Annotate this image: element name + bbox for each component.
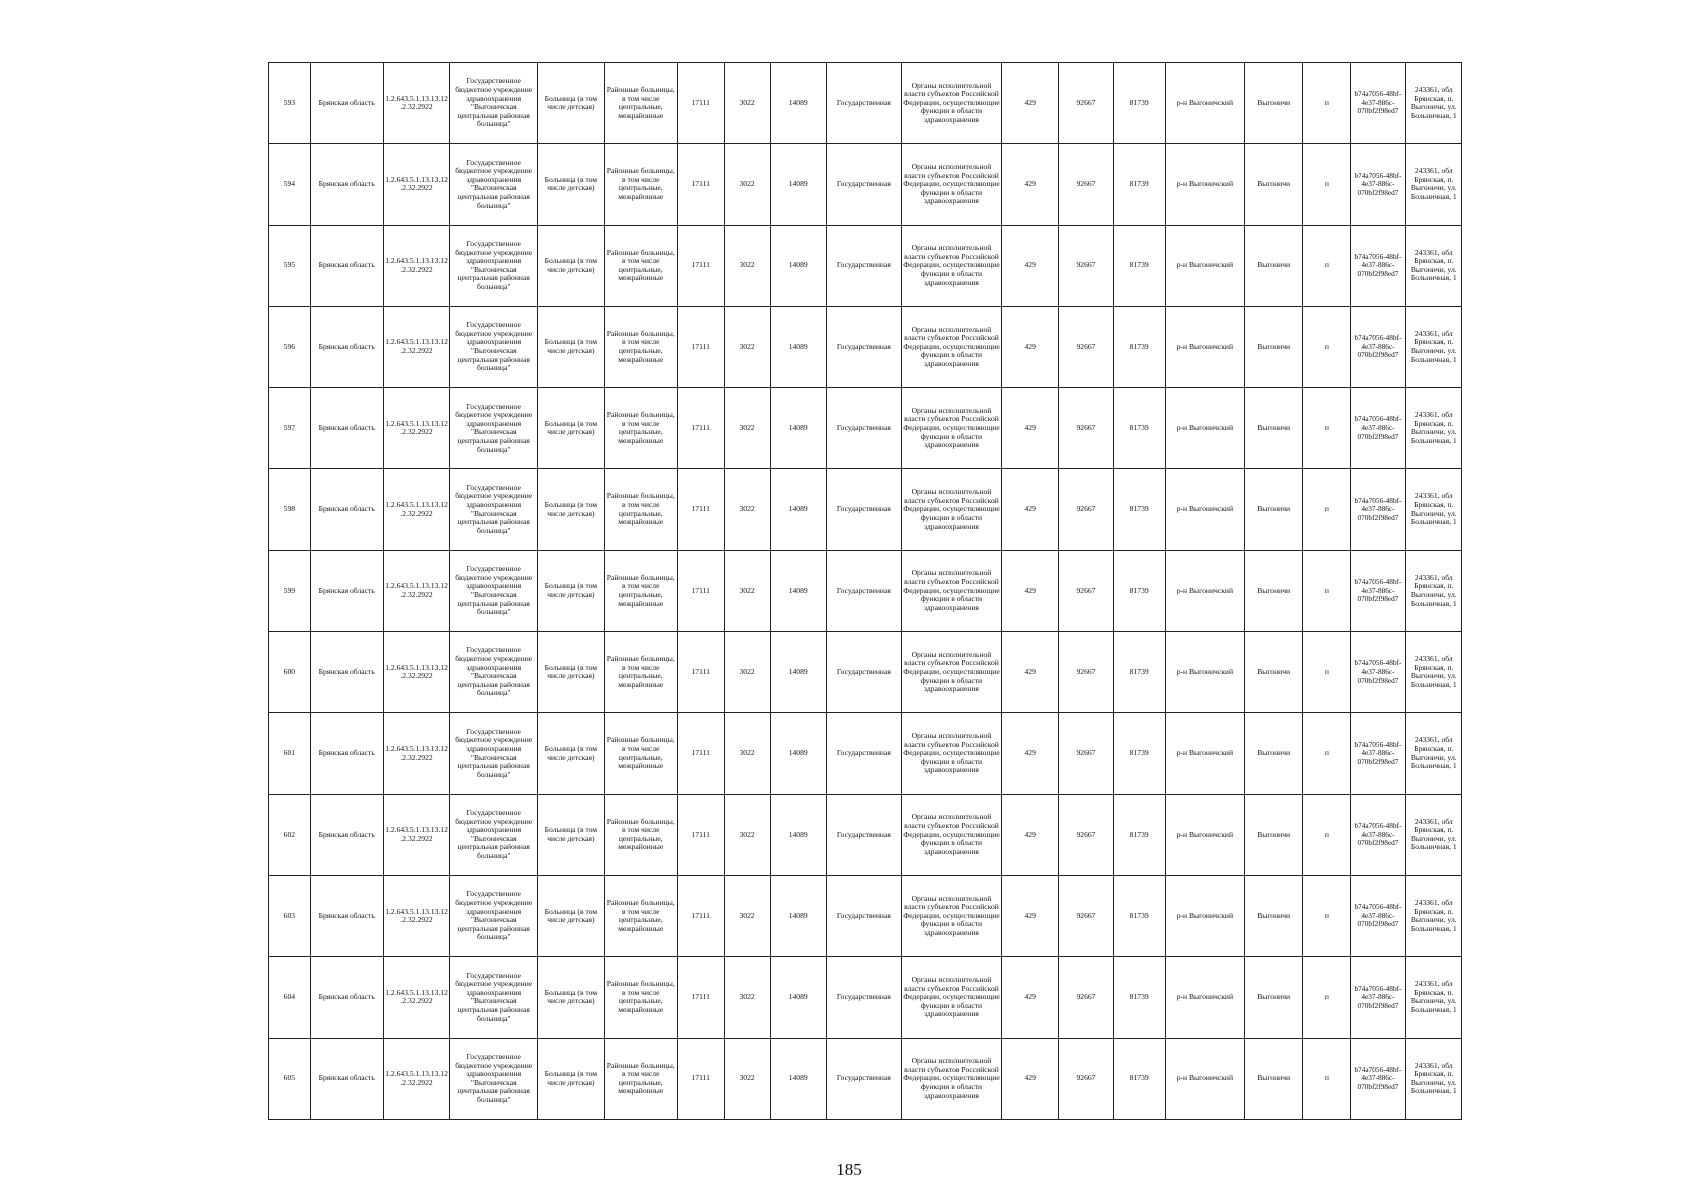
cell-region: Брянская область <box>310 550 383 631</box>
registry-table <box>268 62 1462 1120</box>
cell-organization-name: Государственное бюджетное учреждение здравоохранения "Выгоничская центральная районная больница" <box>450 957 538 1038</box>
cell-code-c: 14089 <box>770 63 826 144</box>
cell-organization-name: Государственное бюджетное учреждение здравоохранения "Выгоничская центральная районная больница" <box>450 388 538 469</box>
cell-fias-guid: b74a7056-48bf-4e37-886c-070bf2f98ed7 <box>1351 225 1405 306</box>
cell-ownership: Государственная <box>826 1038 901 1119</box>
cell-code-f: 81739 <box>1113 306 1165 387</box>
cell-locality: Выгоничи <box>1244 794 1302 875</box>
cell-code-e: 92667 <box>1059 794 1113 875</box>
cell-fias-guid: b74a7056-48bf-4e37-886c-070bf2f98ed7 <box>1351 550 1405 631</box>
cell-district: р-н Выгоничский <box>1165 550 1244 631</box>
cell-address: 243361, обл Брянская, п. Выгоничи, ул. Больничная, 1 <box>1405 875 1461 956</box>
cell-facility-kind: Районные больницы, в том числе центральные, межрайонные <box>604 550 677 631</box>
cell-code-d: 429 <box>1002 144 1059 225</box>
cell-organization-name: Государственное бюджетное учреждение здравоохранения "Выгоничская центральная районная больница" <box>450 225 538 306</box>
cell-fias-guid: b74a7056-48bf-4e37-886c-070bf2f98ed7 <box>1351 713 1405 794</box>
cell-facility-type: Больница (в том числе детская) <box>538 794 605 875</box>
cell-organization-name: Государственное бюджетное учреждение здравоохранения "Выгоничская центральная районная больница" <box>450 306 538 387</box>
cell-oid-code: 1.2.643.5.1.13.13.12.2.32.2922 <box>383 388 450 469</box>
cell-oid-code: 1.2.643.5.1.13.13.12.2.32.2922 <box>383 632 450 713</box>
cell-oid-code: 1.2.643.5.1.13.13.12.2.32.2922 <box>383 469 450 550</box>
cell-row-number: 601 <box>269 713 311 794</box>
cell-authority: Органы исполнительной власти субъектов Российской Федерации, осуществляющие функции в области здравоохранения <box>901 550 1001 631</box>
cell-code-b: 3022 <box>724 875 770 956</box>
cell-district: р-н Выгоничский <box>1165 875 1244 956</box>
cell-code-f: 81739 <box>1113 1038 1165 1119</box>
cell-address: 243361, обл Брянская, п. Выгоничи, ул. Больничная, 1 <box>1405 1038 1461 1119</box>
cell-code-f: 81739 <box>1113 713 1165 794</box>
cell-fias-guid: b74a7056-48bf-4e37-886c-070bf2f98ed7 <box>1351 632 1405 713</box>
cell-code-e: 92667 <box>1059 225 1113 306</box>
cell-code-a: 17111 <box>677 550 724 631</box>
cell-code-e: 92667 <box>1059 388 1113 469</box>
cell-facility-type: Больница (в том числе детская) <box>538 306 605 387</box>
cell-code-e: 92667 <box>1059 957 1113 1038</box>
table-row <box>269 63 1462 144</box>
cell-fias-guid: b74a7056-48bf-4e37-886c-070bf2f98ed7 <box>1351 469 1405 550</box>
cell-facility-kind: Районные больницы, в том числе центральные, межрайонные <box>604 225 677 306</box>
table-row <box>269 550 1462 631</box>
cell-ownership: Государственная <box>826 388 901 469</box>
cell-code-a: 17111 <box>677 306 724 387</box>
cell-locality-type: п <box>1303 225 1351 306</box>
cell-facility-type: Больница (в том числе детская) <box>538 1038 605 1119</box>
cell-district: р-н Выгоничский <box>1165 1038 1244 1119</box>
cell-oid-code: 1.2.643.5.1.13.13.12.2.32.2922 <box>383 550 450 631</box>
cell-ownership: Государственная <box>826 875 901 956</box>
cell-code-b: 3022 <box>724 306 770 387</box>
cell-code-c: 14089 <box>770 713 826 794</box>
cell-code-b: 3022 <box>724 63 770 144</box>
table-row <box>269 1038 1462 1119</box>
cell-code-f: 81739 <box>1113 875 1165 956</box>
cell-code-d: 429 <box>1002 1038 1059 1119</box>
cell-ownership: Государственная <box>826 225 901 306</box>
cell-locality-type: п <box>1303 794 1351 875</box>
cell-organization-name: Государственное бюджетное учреждение здравоохранения "Выгоничская центральная районная больница" <box>450 469 538 550</box>
cell-facility-type: Больница (в том числе детская) <box>538 144 605 225</box>
cell-locality-type: п <box>1303 469 1351 550</box>
cell-code-c: 14089 <box>770 225 826 306</box>
cell-row-number: 600 <box>269 632 311 713</box>
cell-code-b: 3022 <box>724 713 770 794</box>
cell-locality-type: п <box>1303 550 1351 631</box>
cell-locality: Выгоничи <box>1244 144 1302 225</box>
cell-locality: Выгоничи <box>1244 713 1302 794</box>
cell-row-number: 603 <box>269 875 311 956</box>
cell-region: Брянская область <box>310 1038 383 1119</box>
cell-district: р-н Выгоничский <box>1165 63 1244 144</box>
cell-region: Брянская область <box>310 63 383 144</box>
cell-fias-guid: b74a7056-48bf-4e37-886c-070bf2f98ed7 <box>1351 63 1405 144</box>
cell-facility-type: Больница (в том числе детская) <box>538 875 605 956</box>
cell-region: Брянская область <box>310 957 383 1038</box>
table-row <box>269 388 1462 469</box>
cell-facility-kind: Районные больницы, в том числе центральные, межрайонные <box>604 144 677 225</box>
cell-code-b: 3022 <box>724 1038 770 1119</box>
cell-code-c: 14089 <box>770 469 826 550</box>
cell-fias-guid: b74a7056-48bf-4e37-886c-070bf2f98ed7 <box>1351 957 1405 1038</box>
cell-district: р-н Выгоничский <box>1165 794 1244 875</box>
table-row <box>269 144 1462 225</box>
cell-code-f: 81739 <box>1113 388 1165 469</box>
cell-address: 243361, обл Брянская, п. Выгоничи, ул. Больничная, 1 <box>1405 957 1461 1038</box>
cell-authority: Органы исполнительной власти субъектов Российской Федерации, осуществляющие функции в области здравоохранения <box>901 388 1001 469</box>
cell-facility-type: Больница (в том числе детская) <box>538 469 605 550</box>
cell-code-d: 429 <box>1002 388 1059 469</box>
cell-authority: Органы исполнительной власти субъектов Российской Федерации, осуществляющие функции в области здравоохранения <box>901 957 1001 1038</box>
cell-code-e: 92667 <box>1059 63 1113 144</box>
cell-oid-code: 1.2.643.5.1.13.13.12.2.32.2922 <box>383 63 450 144</box>
cell-locality-type: п <box>1303 63 1351 144</box>
cell-code-a: 17111 <box>677 225 724 306</box>
cell-address: 243361, обл Брянская, п. Выгоничи, ул. Больничная, 1 <box>1405 550 1461 631</box>
cell-locality: Выгоничи <box>1244 225 1302 306</box>
cell-code-f: 81739 <box>1113 225 1165 306</box>
cell-facility-type: Больница (в том числе детская) <box>538 550 605 631</box>
cell-code-d: 429 <box>1002 63 1059 144</box>
cell-fias-guid: b74a7056-48bf-4e37-886c-070bf2f98ed7 <box>1351 794 1405 875</box>
table-row <box>269 713 1462 794</box>
cell-code-f: 81739 <box>1113 957 1165 1038</box>
cell-code-e: 92667 <box>1059 306 1113 387</box>
cell-facility-type: Больница (в том числе детская) <box>538 388 605 469</box>
cell-code-c: 14089 <box>770 388 826 469</box>
cell-fias-guid: b74a7056-48bf-4e37-886c-070bf2f98ed7 <box>1351 144 1405 225</box>
cell-address: 243361, обл Брянская, п. Выгоничи, ул. Больничная, 1 <box>1405 469 1461 550</box>
cell-code-d: 429 <box>1002 306 1059 387</box>
cell-ownership: Государственная <box>826 144 901 225</box>
cell-region: Брянская область <box>310 794 383 875</box>
cell-fias-guid: b74a7056-48bf-4e37-886c-070bf2f98ed7 <box>1351 306 1405 387</box>
cell-facility-kind: Районные больницы, в том числе центральные, межрайонные <box>604 875 677 956</box>
cell-code-b: 3022 <box>724 632 770 713</box>
cell-organization-name: Государственное бюджетное учреждение здравоохранения "Выгоничская центральная районная больница" <box>450 63 538 144</box>
cell-region: Брянская область <box>310 632 383 713</box>
cell-region: Брянская область <box>310 306 383 387</box>
cell-row-number: 593 <box>269 63 311 144</box>
cell-facility-kind: Районные больницы, в том числе центральные, межрайонные <box>604 957 677 1038</box>
cell-oid-code: 1.2.643.5.1.13.13.12.2.32.2922 <box>383 713 450 794</box>
cell-ownership: Государственная <box>826 469 901 550</box>
cell-locality-type: п <box>1303 388 1351 469</box>
cell-address: 243361, обл Брянская, п. Выгоничи, ул. Больничная, 1 <box>1405 306 1461 387</box>
cell-address: 243361, обл Брянская, п. Выгоничи, ул. Больничная, 1 <box>1405 713 1461 794</box>
cell-region: Брянская область <box>310 875 383 956</box>
cell-code-d: 429 <box>1002 875 1059 956</box>
cell-ownership: Государственная <box>826 63 901 144</box>
cell-locality: Выгоничи <box>1244 875 1302 956</box>
cell-address: 243361, обл Брянская, п. Выгоничи, ул. Больничная, 1 <box>1405 794 1461 875</box>
cell-code-c: 14089 <box>770 875 826 956</box>
cell-code-f: 81739 <box>1113 794 1165 875</box>
cell-row-number: 598 <box>269 469 311 550</box>
cell-region: Брянская область <box>310 713 383 794</box>
cell-code-e: 92667 <box>1059 550 1113 631</box>
cell-row-number: 599 <box>269 550 311 631</box>
cell-locality-type: п <box>1303 713 1351 794</box>
cell-ownership: Государственная <box>826 957 901 1038</box>
cell-code-a: 17111 <box>677 469 724 550</box>
cell-oid-code: 1.2.643.5.1.13.13.12.2.32.2922 <box>383 306 450 387</box>
table-row <box>269 469 1462 550</box>
cell-code-a: 17111 <box>677 794 724 875</box>
cell-oid-code: 1.2.643.5.1.13.13.12.2.32.2922 <box>383 957 450 1038</box>
cell-code-e: 92667 <box>1059 713 1113 794</box>
cell-authority: Органы исполнительной власти субъектов Российской Федерации, осуществляющие функции в области здравоохранения <box>901 875 1001 956</box>
cell-district: р-н Выгоничский <box>1165 144 1244 225</box>
cell-code-b: 3022 <box>724 957 770 1038</box>
cell-district: р-н Выгоничский <box>1165 306 1244 387</box>
page-number: 185 <box>836 1160 862 1179</box>
cell-code-f: 81739 <box>1113 469 1165 550</box>
cell-address: 243361, обл Брянская, п. Выгоничи, ул. Больничная, 1 <box>1405 632 1461 713</box>
cell-organization-name: Государственное бюджетное учреждение здравоохранения "Выгоничская центральная районная больница" <box>450 550 538 631</box>
cell-locality-type: п <box>1303 957 1351 1038</box>
cell-locality: Выгоничи <box>1244 550 1302 631</box>
cell-code-c: 14089 <box>770 794 826 875</box>
cell-district: р-н Выгоничский <box>1165 957 1244 1038</box>
cell-authority: Органы исполнительной власти субъектов Российской Федерации, осуществляющие функции в области здравоохранения <box>901 63 1001 144</box>
cell-organization-name: Государственное бюджетное учреждение здравоохранения "Выгоничская центральная районная больница" <box>450 632 538 713</box>
cell-region: Брянская область <box>310 469 383 550</box>
cell-district: р-н Выгоничский <box>1165 632 1244 713</box>
cell-locality: Выгоничи <box>1244 306 1302 387</box>
cell-locality: Выгоничи <box>1244 63 1302 144</box>
cell-code-f: 81739 <box>1113 144 1165 225</box>
cell-locality: Выгоничи <box>1244 1038 1302 1119</box>
cell-authority: Органы исполнительной власти субъектов Российской Федерации, осуществляющие функции в области здравоохранения <box>901 469 1001 550</box>
cell-code-c: 14089 <box>770 550 826 631</box>
cell-locality: Выгоничи <box>1244 957 1302 1038</box>
cell-code-b: 3022 <box>724 388 770 469</box>
cell-organization-name: Государственное бюджетное учреждение здравоохранения "Выгоничская центральная районная больница" <box>450 794 538 875</box>
table-row <box>269 225 1462 306</box>
cell-fias-guid: b74a7056-48bf-4e37-886c-070bf2f98ed7 <box>1351 388 1405 469</box>
cell-organization-name: Государственное бюджетное учреждение здравоохранения "Выгоничская центральная районная больница" <box>450 713 538 794</box>
cell-code-d: 429 <box>1002 713 1059 794</box>
cell-code-c: 14089 <box>770 1038 826 1119</box>
cell-code-e: 92667 <box>1059 469 1113 550</box>
cell-code-e: 92667 <box>1059 144 1113 225</box>
cell-facility-kind: Районные больницы, в том числе центральные, межрайонные <box>604 1038 677 1119</box>
cell-authority: Органы исполнительной власти субъектов Российской Федерации, осуществляющие функции в области здравоохранения <box>901 144 1001 225</box>
cell-district: р-н Выгоничский <box>1165 388 1244 469</box>
cell-code-d: 429 <box>1002 469 1059 550</box>
cell-code-b: 3022 <box>724 144 770 225</box>
cell-facility-kind: Районные больницы, в том числе центральные, межрайонные <box>604 388 677 469</box>
cell-address: 243361, обл Брянская, п. Выгоничи, ул. Больничная, 1 <box>1405 225 1461 306</box>
cell-code-c: 14089 <box>770 632 826 713</box>
cell-code-a: 17111 <box>677 713 724 794</box>
cell-code-a: 17111 <box>677 957 724 1038</box>
cell-organization-name: Государственное бюджетное учреждение здравоохранения "Выгоничская центральная районная больница" <box>450 144 538 225</box>
cell-row-number: 595 <box>269 225 311 306</box>
cell-row-number: 605 <box>269 1038 311 1119</box>
cell-region: Брянская область <box>310 388 383 469</box>
cell-facility-kind: Районные больницы, в том числе центральные, межрайонные <box>604 306 677 387</box>
cell-facility-kind: Районные больницы, в том числе центральные, межрайонные <box>604 63 677 144</box>
cell-code-d: 429 <box>1002 794 1059 875</box>
cell-ownership: Государственная <box>826 550 901 631</box>
cell-code-e: 92667 <box>1059 632 1113 713</box>
table-row <box>269 957 1462 1038</box>
cell-code-b: 3022 <box>724 794 770 875</box>
cell-facility-type: Больница (в том числе детская) <box>538 957 605 1038</box>
cell-fias-guid: b74a7056-48bf-4e37-886c-070bf2f98ed7 <box>1351 875 1405 956</box>
cell-locality-type: п <box>1303 306 1351 387</box>
cell-code-f: 81739 <box>1113 550 1165 631</box>
cell-address: 243361, обл Брянская, п. Выгоничи, ул. Больничная, 1 <box>1405 388 1461 469</box>
table-row <box>269 306 1462 387</box>
cell-region: Брянская область <box>310 225 383 306</box>
cell-facility-kind: Районные больницы, в том числе центральные, межрайонные <box>604 713 677 794</box>
cell-row-number: 596 <box>269 306 311 387</box>
cell-row-number: 594 <box>269 144 311 225</box>
cell-code-b: 3022 <box>724 469 770 550</box>
cell-code-d: 429 <box>1002 225 1059 306</box>
cell-facility-kind: Районные больницы, в том числе центральные, межрайонные <box>604 469 677 550</box>
cell-code-a: 17111 <box>677 63 724 144</box>
cell-oid-code: 1.2.643.5.1.13.13.12.2.32.2922 <box>383 1038 450 1119</box>
cell-organization-name: Государственное бюджетное учреждение здравоохранения "Выгоничская центральная районная больница" <box>450 875 538 956</box>
registry-body <box>269 63 1462 1120</box>
cell-locality: Выгоничи <box>1244 632 1302 713</box>
cell-fias-guid: b74a7056-48bf-4e37-886c-070bf2f98ed7 <box>1351 1038 1405 1119</box>
cell-address: 243361, обл Брянская, п. Выгоничи, ул. Больничная, 1 <box>1405 144 1461 225</box>
cell-oid-code: 1.2.643.5.1.13.13.12.2.32.2922 <box>383 144 450 225</box>
cell-authority: Органы исполнительной власти субъектов Российской Федерации, осуществляющие функции в области здравоохранения <box>901 794 1001 875</box>
cell-authority: Органы исполнительной власти субъектов Российской Федерации, осуществляющие функции в области здравоохранения <box>901 1038 1001 1119</box>
cell-locality-type: п <box>1303 632 1351 713</box>
table-row <box>269 632 1462 713</box>
cell-code-e: 92667 <box>1059 1038 1113 1119</box>
cell-code-a: 17111 <box>677 1038 724 1119</box>
cell-code-c: 14089 <box>770 957 826 1038</box>
cell-authority: Органы исполнительной власти субъектов Российской Федерации, осуществляющие функции в области здравоохранения <box>901 225 1001 306</box>
cell-ownership: Государственная <box>826 713 901 794</box>
cell-authority: Органы исполнительной власти субъектов Российской Федерации, осуществляющие функции в области здравоохранения <box>901 306 1001 387</box>
cell-code-d: 429 <box>1002 550 1059 631</box>
cell-code-d: 429 <box>1002 957 1059 1038</box>
cell-authority: Органы исполнительной власти субъектов Российской Федерации, осуществляющие функции в области здравоохранения <box>901 632 1001 713</box>
cell-code-b: 3022 <box>724 225 770 306</box>
document-sheet <box>268 62 1462 1120</box>
cell-oid-code: 1.2.643.5.1.13.13.12.2.32.2922 <box>383 794 450 875</box>
cell-district: р-н Выгоничский <box>1165 713 1244 794</box>
cell-facility-type: Больница (в том числе детская) <box>538 713 605 794</box>
cell-oid-code: 1.2.643.5.1.13.13.12.2.32.2922 <box>383 875 450 956</box>
cell-code-a: 17111 <box>677 144 724 225</box>
cell-organization-name: Государственное бюджетное учреждение здравоохранения "Выгоничская центральная районная больница" <box>450 1038 538 1119</box>
cell-code-d: 429 <box>1002 632 1059 713</box>
cell-code-b: 3022 <box>724 550 770 631</box>
cell-facility-kind: Районные больницы, в том числе центральные, межрайонные <box>604 794 677 875</box>
cell-code-c: 14089 <box>770 306 826 387</box>
cell-code-f: 81739 <box>1113 632 1165 713</box>
cell-ownership: Государственная <box>826 306 901 387</box>
cell-authority: Органы исполнительной власти субъектов Российской Федерации, осуществляющие функции в области здравоохранения <box>901 713 1001 794</box>
cell-row-number: 604 <box>269 957 311 1038</box>
cell-locality: Выгоничи <box>1244 469 1302 550</box>
cell-ownership: Государственная <box>826 632 901 713</box>
cell-facility-type: Больница (в том числе детская) <box>538 632 605 713</box>
cell-code-a: 17111 <box>677 388 724 469</box>
cell-district: р-н Выгоничский <box>1165 469 1244 550</box>
table-row <box>269 875 1462 956</box>
cell-row-number: 597 <box>269 388 311 469</box>
cell-region: Брянская область <box>310 144 383 225</box>
cell-code-c: 14089 <box>770 144 826 225</box>
cell-locality: Выгоничи <box>1244 388 1302 469</box>
cell-code-a: 17111 <box>677 875 724 956</box>
table-row <box>269 794 1462 875</box>
cell-district: р-н Выгоничский <box>1165 225 1244 306</box>
cell-code-e: 92667 <box>1059 875 1113 956</box>
cell-locality-type: п <box>1303 875 1351 956</box>
cell-locality-type: п <box>1303 1038 1351 1119</box>
cell-oid-code: 1.2.643.5.1.13.13.12.2.32.2922 <box>383 225 450 306</box>
cell-address: 243361, обл Брянская, п. Выгоничи, ул. Больничная, 1 <box>1405 63 1461 144</box>
cell-facility-type: Больница (в том числе детская) <box>538 225 605 306</box>
cell-ownership: Государственная <box>826 794 901 875</box>
cell-code-f: 81739 <box>1113 63 1165 144</box>
cell-facility-type: Больница (в том числе детская) <box>538 63 605 144</box>
cell-row-number: 602 <box>269 794 311 875</box>
cell-locality-type: п <box>1303 144 1351 225</box>
cell-facility-kind: Районные больницы, в том числе центральные, межрайонные <box>604 632 677 713</box>
cell-code-a: 17111 <box>677 632 724 713</box>
